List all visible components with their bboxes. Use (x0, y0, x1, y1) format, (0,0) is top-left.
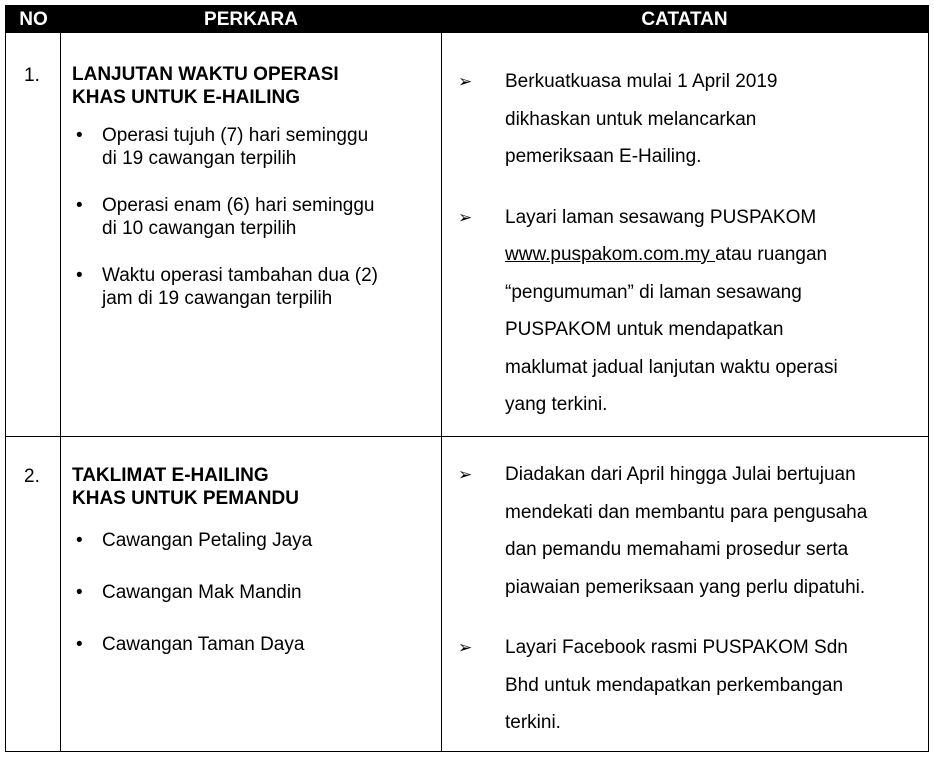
list-item: • Operasi tujuh (7) hari seminggu di 19 cawangan terpilih (76, 125, 369, 169)
row-1-perkara (72, 63, 432, 310)
bullet-icon: • (76, 530, 83, 551)
arrow-bullet-icon: ➢ (458, 72, 473, 91)
row-2-catatan (454, 456, 924, 742)
column-divider (60, 33, 61, 751)
list-item: ➢ Berkuatkuasa mulai 1 April 2019 dikhaskan untuk melancarkan pemeriksaan E-Hailing. (454, 63, 924, 176)
column-divider (441, 33, 442, 751)
bullet-icon: • (76, 265, 83, 286)
list-item: • Cawangan Mak Mandin (76, 582, 302, 603)
bullet-icon: • (76, 125, 83, 146)
row-1-number: 1. (24, 65, 40, 86)
row-1-title: LANJUTAN WAKTU OPERASI KHAS UNTUK E-HAILING (72, 64, 339, 108)
row-1-notes (454, 63, 924, 424)
header-no: NO (19, 9, 48, 30)
header-catatan: CATATAN (641, 9, 728, 30)
bullet-icon: • (76, 582, 83, 603)
info-table (5, 5, 929, 752)
row-1-catatan (454, 63, 924, 424)
arrow-bullet-icon: ➢ (458, 638, 473, 657)
row-2-bullet-list (72, 529, 432, 656)
list-item: ➢ Layari laman sesawang PUSPAKOM www.puspakom.com.my atau ruangan “pengumuman” di laman sesawang PUSPAKOM untuk mendapatkan maklumat jadual lanjutan waktu operasi yang terkini. (454, 199, 924, 424)
list-item: • Cawangan Petaling Jaya (76, 530, 313, 551)
list-item: ➢ Diadakan dari April hingga Julai bertujuan mendekati dan membantu para pengusaha dan pemandu memahami prosedur serta piawaian pemeriksaan yang perlu dipatuhi. (454, 456, 924, 606)
row-2-number: 2. (24, 466, 40, 487)
website-link[interactable]: www.puspakom.com.my (505, 244, 716, 265)
list-item: • Operasi enam (6) hari seminggu di 10 cawangan terpilih (76, 195, 375, 239)
arrow-bullet-icon: ➢ (458, 465, 473, 484)
header-perkara: PERKARA (204, 9, 298, 30)
table-header (6, 6, 928, 33)
bullet-icon: • (76, 634, 83, 655)
list-item: ➢ Layari Facebook rasmi PUSPAKOM Sdn Bhd untuk mendapatkan perkembangan terkini. (454, 629, 924, 742)
row-2-notes (454, 456, 924, 742)
arrow-bullet-icon: ➢ (458, 207, 473, 227)
list-item: • Cawangan Taman Daya (76, 634, 305, 655)
list-item: • Waktu operasi tambahan dua (2) jam di 19 cawangan terpilih (76, 265, 379, 309)
bullet-icon: • (76, 195, 83, 216)
row-1-bullet-list (72, 124, 432, 310)
row-divider (6, 436, 928, 437)
row-2-title: TAKLIMAT E-HAILING KHAS UNTUK PEMANDU (72, 465, 299, 509)
row-2-perkara (72, 464, 432, 656)
